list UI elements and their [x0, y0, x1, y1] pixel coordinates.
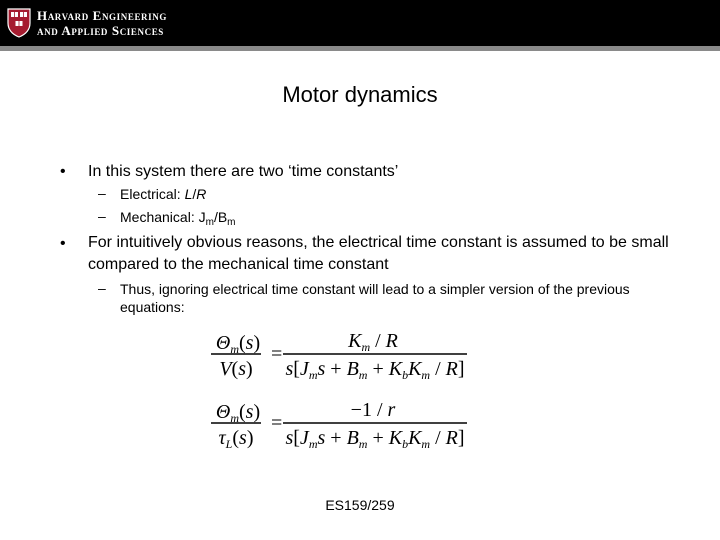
header-divider — [0, 46, 720, 51]
expr-separator: / — [192, 186, 197, 202]
bullet-marker-2: • — [60, 235, 66, 252]
bullet-text-1: In this system there are two ‘time constants’ — [88, 163, 399, 180]
eq2-rhs-den: $s[J_ms + B_m + K_bK_m / R]$ — [285, 427, 465, 451]
sub-label: Electrical: — [120, 186, 185, 202]
expr-separator: / — [213, 209, 218, 225]
expr-resistance: R — [196, 186, 207, 202]
expr-inertia: J — [198, 209, 206, 225]
eq2-lhs-den: $\tau_L(s)$ — [218, 427, 254, 451]
harvard-logo — [0, 0, 200, 46]
expr-inductance: L — [184, 186, 193, 202]
expr-damping: B — [217, 209, 228, 225]
eq1-equals: = — [271, 343, 283, 365]
sub-item-mechanical — [120, 208, 680, 232]
expr-inertia-sub: m — [205, 217, 214, 228]
eq1-lhs-den: V(s) — [219, 358, 253, 380]
bullet-text-2: For intuitively obvious reasons, the electrical time constant is assumed to be small compared to the mechanical time constant — [88, 234, 669, 273]
slide-footer: ES159/259 — [325, 497, 395, 513]
sub-dash-2: – — [98, 208, 106, 224]
logo-line-2: and Applied Sciences — [37, 23, 164, 38]
eq2-lhs-num: $\Theta_m(s)$ — [215, 401, 261, 425]
equation-2 — [205, 393, 475, 453]
eq1-rhs-num: $K_m$ / R — [348, 330, 398, 354]
eq1-lhs-num: $\Theta_m(s)$ — [215, 332, 261, 356]
sub-dash-3: – — [98, 280, 106, 296]
eq1-rhs-den: $s[J_ms + B_m + K_bK_m / R]$ — [285, 358, 465, 382]
bullet-marker-1: • — [60, 163, 66, 180]
slide-title: Motor dynamics — [282, 82, 438, 107]
sub-label: Mechanical: — [120, 209, 199, 225]
harvard-shield-icon — [7, 8, 31, 38]
logo-text — [37, 8, 167, 38]
eq2-equals: = — [271, 412, 283, 434]
expr-damping-sub: m — [227, 217, 236, 228]
sub-item-electrical — [120, 185, 680, 203]
equation-1 — [205, 324, 475, 384]
sub-item-thus: Thus, ignoring electrical time constant will lead to a simpler version of the previous equations: — [120, 281, 630, 315]
header-bar — [0, 0, 720, 46]
sub-dash-1: – — [98, 185, 106, 201]
logo-line-1: Harvard Engineering — [37, 8, 167, 23]
eq2-rhs-num: −1 / r — [350, 399, 396, 421]
